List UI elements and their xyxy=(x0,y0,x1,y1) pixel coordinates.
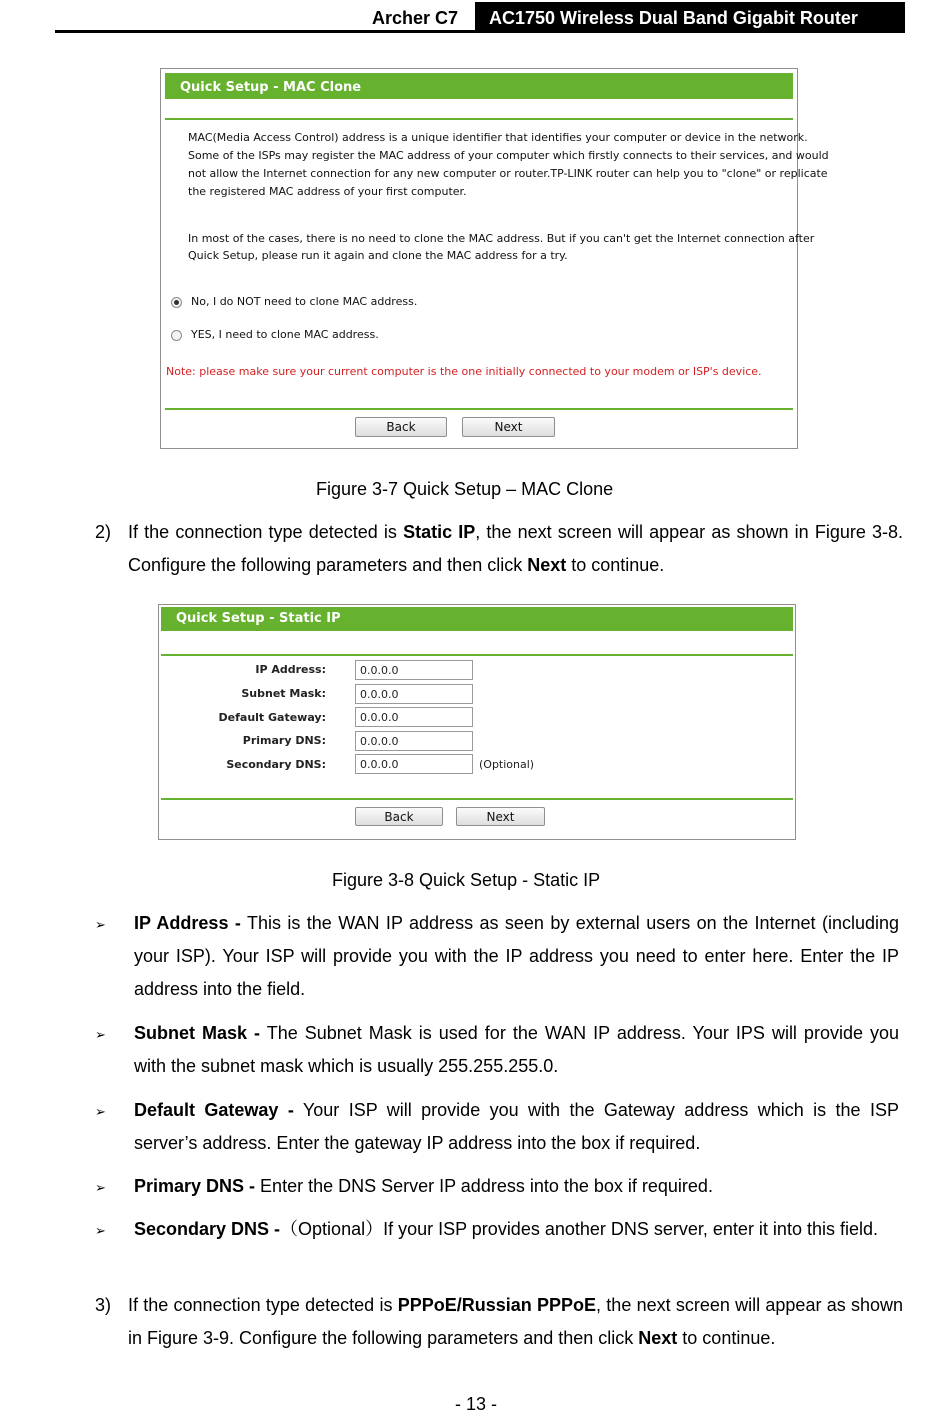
bullet-term: Primary DNS - xyxy=(134,1176,256,1196)
bullet-marker: ➢ xyxy=(95,917,106,932)
header-product: AC1750 Wireless Dual Band Gigabit Router xyxy=(475,2,905,32)
primary-dns-label: Primary DNS: xyxy=(242,734,326,747)
bullet-default-gateway xyxy=(134,1094,899,1160)
figure-caption: Figure 3-8 Quick Setup - Static IP xyxy=(332,870,601,890)
subnet-mask-field[interactable]: 0.0.0.0 xyxy=(355,684,473,704)
step-3-end: to continue. xyxy=(677,1328,776,1348)
advice-line: Quick Setup, please run it again and clone the MAC address for a try. xyxy=(188,249,568,262)
title-underline xyxy=(161,654,793,656)
next-button[interactable]: Next xyxy=(462,417,555,437)
bullet-term: Subnet Mask - xyxy=(134,1023,261,1043)
bullet-marker: ➢ xyxy=(95,1104,106,1119)
step-3-text xyxy=(128,1289,903,1355)
radio-yes-clone-label: YES, I need to clone MAC address. xyxy=(191,328,379,341)
bullet-subnet-mask xyxy=(134,1017,899,1083)
step-2-post: , the next screen will appear as shown in Figure 3-8. Configure the following parameters and then click xyxy=(128,522,904,575)
optional-hint: (Optional) xyxy=(479,758,535,771)
bullet-marker: ➢ xyxy=(95,1027,106,1042)
footer-rule xyxy=(165,408,793,410)
bullet-marker: ➢ xyxy=(95,1180,106,1195)
radio-no-clone-label: No, I do NOT need to clone MAC address. xyxy=(191,295,418,308)
step-number: 2) xyxy=(95,522,112,542)
subnet-mask-label: Subnet Mask: xyxy=(241,687,326,700)
header-model: Archer C7 xyxy=(372,8,459,28)
step-3-bold: PPPoE/Russian PPPoE xyxy=(397,1295,597,1315)
ip-address-field[interactable]: 0.0.0.0 xyxy=(355,660,473,680)
step-3-next: Next xyxy=(638,1328,678,1348)
mac-clone-title: Quick Setup - MAC Clone xyxy=(165,73,793,99)
bullet-text: The Subnet Mask is used for the WAN IP address. Your IPS will provide you with the subnet mask which is usually 255.255.255.0. xyxy=(134,1023,899,1076)
back-button[interactable]: Back xyxy=(355,807,443,826)
default-gateway-label: Default Gateway: xyxy=(218,711,326,724)
bullet-marker: ➢ xyxy=(95,1223,106,1238)
clone-note: Note: please make sure your current computer is the one initially connected to your modem or ISP's device. xyxy=(166,365,762,378)
bullet-term: IP Address - xyxy=(134,913,241,933)
intro-line: MAC(Media Access Control) address is a unique identifier that identifies your computer or device in the network. xyxy=(188,131,808,144)
title-underline xyxy=(165,118,793,120)
intro-line: not allow the Internet connection for any new computer or router.TP-LINK router can help you to "clone" or replicate xyxy=(188,167,828,180)
radio-yes-clone[interactable] xyxy=(171,330,182,341)
step-2-text xyxy=(128,516,903,582)
intro-line: Some of the ISPs may register the MAC address of your computer which firstly connects to their services, and would xyxy=(188,149,829,162)
back-button[interactable]: Back xyxy=(355,417,447,437)
step-number: 3) xyxy=(95,1295,112,1315)
bullet-primary-dns xyxy=(134,1170,899,1203)
bullet-term: Secondary DNS - xyxy=(134,1219,281,1239)
step-2-next: Next xyxy=(527,555,567,575)
header-rule xyxy=(55,30,905,33)
bullet-text: Enter the DNS Server IP address into the box if required. xyxy=(255,1176,713,1196)
footer-rule xyxy=(161,798,793,800)
static-ip-panel xyxy=(158,604,796,840)
step-2-end: to continue. xyxy=(566,555,665,575)
static-ip-title: Quick Setup - Static IP xyxy=(161,607,793,631)
bullet-text: （Optional）If your ISP provides another DNS server, enter it into this field. xyxy=(280,1219,878,1239)
next-button[interactable]: Next xyxy=(456,807,545,826)
step-2-bold: Static IP xyxy=(403,522,476,542)
advice-line: In most of the cases, there is no need to clone the MAC address. But if you can't get the Internet connection after xyxy=(188,232,815,245)
step-2-pre: If the connection type detected is xyxy=(128,522,404,542)
secondary-dns-label: Secondary DNS: xyxy=(226,758,326,771)
ip-address-label: IP Address: xyxy=(255,663,326,676)
bullet-ip-address xyxy=(134,907,899,1006)
default-gateway-field[interactable]: 0.0.0.0 xyxy=(355,707,473,727)
intro-line: the registered MAC address of your first computer. xyxy=(188,185,467,198)
secondary-dns-field[interactable]: 0.0.0.0 xyxy=(355,754,473,774)
figure-caption: Figure 3-7 Quick Setup – MAC Clone xyxy=(316,479,614,499)
bullet-text: Your ISP will provide you with the Gateway address which is the ISP server’s address. Enter the gateway IP address into the box if required. xyxy=(134,1100,899,1153)
mac-clone-panel xyxy=(160,68,829,449)
radio-no-clone[interactable] xyxy=(171,297,182,308)
page-number: - 13 - xyxy=(455,1394,498,1414)
primary-dns-field[interactable]: 0.0.0.0 xyxy=(355,731,473,751)
step-3-pre: If the connection type detected is xyxy=(128,1295,398,1315)
bullet-text: This is the WAN IP address as seen by external users on the Internet (including your ISP). Your ISP will provide you with the IP address you need to enter here. Enter the IP address into the field. xyxy=(134,913,899,999)
bullet-term: Default Gateway - xyxy=(134,1100,294,1120)
bullet-secondary-dns xyxy=(134,1213,899,1246)
step-3-post: , the next screen will appear as shown in Figure 3-9. Configure the following parameters and then click xyxy=(128,1295,904,1348)
